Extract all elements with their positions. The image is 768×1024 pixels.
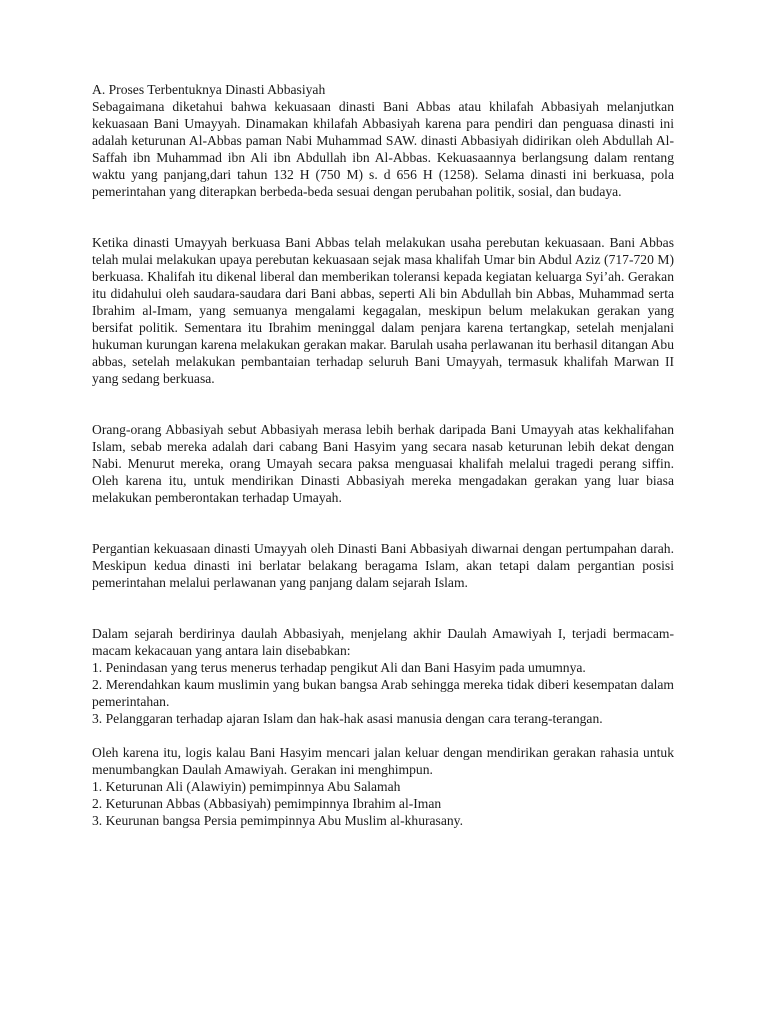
list-item-cause-1: 1. Penindasan yang terus menerus terhadap pengikut Ali dan Bani Hasyim pada umumnya. bbox=[92, 660, 586, 675]
spacer bbox=[92, 727, 674, 744]
paragraph-intro: Sebagaimana diketahui bahwa kekuasaan dinasti Bani Abbas atau khilafah Abbasiyah melanjutkan kekuasaan Bani Umayyah. Dinamakan khilafah Abbasiyah karena para pendiri dan penguasa dinasti ini adalah keturunan Al-Abbas paman Nabi Muhammad SAW. dinasti Abbasiyah didirikan oleh Abdullah Al-Saffah ibn Muhammad ibn Ali ibn Abdullah ibn Al-Abbas. Kekuasaannya berlangsung dalam rentang waktu yang panjang,dari tahun 132 H (750 M) s. d 656 H (1258). Selama dinasti ini berkuasa, pola pemerintahan yang diterapkan berbeda-beda sesuai dengan perubahan politik, sosial, dan budaya. bbox=[92, 99, 674, 199]
list-item-cause-3: 3. Pelanggaran terhadap ajaran Islam dan hak-hak asasi manusia dengan cara terang-terangan. bbox=[92, 711, 603, 726]
spacer bbox=[92, 591, 674, 625]
paragraph-movement-intro: Oleh karena itu, logis kalau Bani Hasyim mencari jalan keluar dengan mendirikan gerakan rahasia untuk menumbangkan Daulah Amawiyah. Gerakan ini menghimpun. bbox=[92, 745, 674, 777]
paragraph-abbasid-claim: Orang-orang Abbasiyah sebut Abbasiyah merasa lebih berhak daripada Bani Umayyah atas kekhalifahan Islam, sebab mereka adalah dari cabang Bani Hasyim yang secara nasab keturunan lebih dekat dengan Nabi. Menurut mereka, orang Umayah secara paksa menguasai khalifah melalui tragedi perang siffin. Oleh karena itu, untuk mendirikan Dinasti Abbasiyah mereka mengadakan gerakan yang luar biasa melakukan pemberontakan terhadap Umayah. bbox=[92, 422, 674, 505]
document-page bbox=[92, 81, 674, 829]
spacer bbox=[92, 200, 674, 234]
list-item-cause-2: 2. Merendahkan kaum muslimin yang bukan bangsa Arab sehingga mereka tidak diberi kesempatan dalam pemerintahan. bbox=[92, 677, 674, 709]
paragraph-transition: Pergantian kekuasaan dinasti Umayyah oleh Dinasti Bani Abbasiyah diwarnai dengan pertumpahan darah. Meskipun kedua dinasti ini berlatar belakang beragama Islam, akan tetapi dalam pergantian posisi pemerintahan melalui perlawanan yang panjang dalam sejarah Islam. bbox=[92, 541, 674, 590]
spacer bbox=[92, 506, 674, 540]
paragraph-umayyah-rule: Ketika dinasti Umayyah berkuasa Bani Abbas telah melakukan usaha perebutan kekuasaan. Bani Abbas telah mulai melakukan upaya perebutan kekuasaan sejak masa khalifah Umar bin Abdul Aziz (717-720 M) berkuasa. Khalifah itu dikenal liberal dan memberikan toleransi kepada kegiatan keluarga Syi’ah. Gerakan itu didahului oleh saudara-saudara dari Bani abbas, seperti Ali bin Abdullah bin Abbas, Muhammad serta Ibrahim al-Imam, yang semuanya mengalami kegagalan, meskipun belum melakukan gerakan yang bersifat politik. Sementara itu Ibrahim meninggal dalam penjara karena tertangkap, setelah menjalani hukuman kurungan karena melakukan gerakan makar. Barulah usaha perlawanan itu berhasil ditangan Abu abbas, setelah melakukan pembantaian terhadap seluruh Bani Umayyah, termasuk khalifah Marwan II yang sedang berkuasa. bbox=[92, 235, 674, 386]
list-item-movement-3: 3. Keurunan bangsa Persia pemimpinnya Abu Muslim al-khurasany. bbox=[92, 813, 463, 828]
section-heading: A. Proses Terbentuknya Dinasti Abbasiyah bbox=[92, 82, 326, 97]
list-item-movement-1: 1. Keturunan Ali (Alawiyin) pemimpinnya Abu Salamah bbox=[92, 779, 401, 794]
paragraph-causes-intro: Dalam sejarah berdirinya daulah Abbasiyah, menjelang akhir Daulah Amawiyah I, terjadi bermacam-macam kekacauan yang antara lain disebabkan: bbox=[92, 626, 674, 658]
spacer bbox=[92, 387, 674, 421]
list-item-movement-2: 2. Keturunan Abbas (Abbasiyah) pemimpinnya Ibrahim al-Iman bbox=[92, 796, 442, 811]
